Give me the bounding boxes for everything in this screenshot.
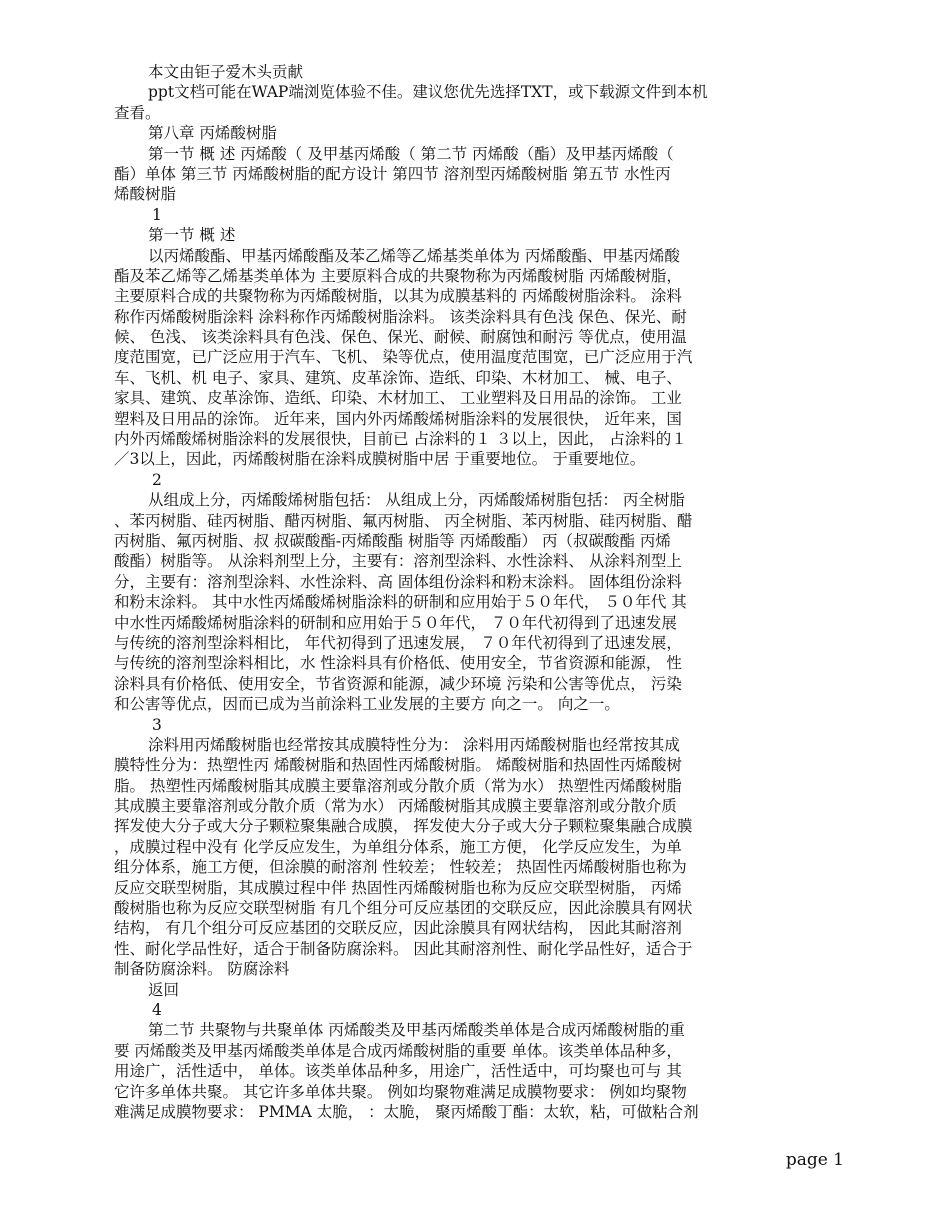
text-line: ，成膜过程中没有 化学反应发生，为单组分体系，施工方便， 化学反应发生，为单 <box>114 837 682 856</box>
text-line: 主要原料合成的共聚物称为丙烯酸树脂，以其为成膜基料的 丙烯酸树脂涂料。 涂料 <box>114 287 682 306</box>
text-line: 本文由钜子爱木头贡献 <box>148 63 304 81</box>
text-line: 车、飞机、机 电子、家具、建筑、皮革涂饰、造纸、印染、木材加工、 械、电子、 <box>114 368 682 387</box>
text-line: 和粉末涂料。 其中水性丙烯酸烯树脂涂料的研制和应用始于５０年代， ５０年代 其 <box>114 593 687 612</box>
text-line: 酯及苯乙烯等乙烯基类单体为 主要原料合成的共聚物称为丙烯酸树脂 丙烯酸树脂， <box>114 266 682 285</box>
text-line: 3 <box>152 715 162 734</box>
text-line: 它许多单体共聚。 其它许多单体共聚。 例如均聚物难满足成膜物要求： 例如均聚物 <box>114 1082 687 1101</box>
text-line: 挥发使大分子或大分子颗粒聚集融合成膜， 挥发使大分子或大分子颗粒聚集融合成膜 <box>114 817 693 836</box>
text-line: 涂料具有价格低、使用安全，节省资源和能源，减少环境 污染和公害等优点， 污染 <box>114 674 682 693</box>
text-line: 烯酸树脂 <box>114 185 177 204</box>
text-line: 与传统的溶剂型涂料相比， 年代初得到了迅速发展， ７０年代初得到了迅速发展， <box>114 633 682 652</box>
text-line: 4 <box>152 1000 162 1019</box>
text-line: 膜特性分为：热塑性丙 烯酸树脂和热固性丙烯酸树脂。 烯酸树脂和热固性丙烯酸树 <box>114 756 682 775</box>
text-line: 脂。 热塑性丙烯酸树脂其成膜主要靠溶剂或分散介质（常为水） 热塑性丙烯酸树脂 <box>114 776 682 795</box>
text-line: 、苯丙树脂、硅丙树脂、醋丙树脂、氟丙树脂、 丙全树脂、苯丙树脂、硅丙树脂、醋 <box>114 511 693 530</box>
text-line: 和公害等优点，因而已成为当前涂料工业发展的主要方 向之一。 向之一。 <box>114 695 620 714</box>
text-line: 中水性丙烯酸烯树脂涂料的研制和应用始于５０年代， ７０年代初得到了迅速发展 <box>114 613 677 632</box>
text-line: 内外丙烯酸烯树脂涂料的发展很快，目前已 占涂料的１ ３以上，因此， 占涂料的１ <box>114 430 687 449</box>
text-line: 第一节 概 述 丙烯酸（ 及甲基丙烯酸（ 第二节 丙烯酸（酯）及甲基丙烯酸（ <box>148 144 674 163</box>
text-line: 难满足成膜物要求： PMMA 太脆， ：太脆， 聚丙烯酸丁酯：太软，粘，可做粘合剂 <box>114 1102 699 1121</box>
text-line: ppt文档可能在WAP端浏览体验不佳。建议您优先选择TXT，或下载源文件到本机 <box>148 83 708 102</box>
text-line: 结构， 有几个组分可反应基团的交联反应，因此涂膜具有网状结构， 因此其耐溶剂 <box>114 919 682 938</box>
text-line: 反应交联型树脂，其成膜过程中伴 热固性丙烯酸树脂也称为反应交联型树脂， 丙烯 <box>114 878 682 897</box>
text-line: 酯）单体 第三节 丙烯酸树脂的配方设计 第四节 溶剂型丙烯酸树脂 第五节 水性丙 <box>114 164 671 183</box>
text-line: 涂料用丙烯酸树脂也经常按其成膜特性分为： 涂料用丙烯酸树脂也经常按其成 <box>148 735 680 754</box>
text-line: 第八章 丙烯酸树脂 <box>148 124 277 143</box>
text-line: 第一节 概 述 <box>148 226 236 245</box>
text-line: 丙树脂、氟丙树脂、叔 叔碳酸酯-丙烯酸酯 树脂等 丙烯酸酯） 丙（叔碳酸酯 丙烯 <box>114 531 671 550</box>
text-line: 以丙烯酸酯、甲基丙烯酸酯及苯乙烯等乙烯基类单体为 丙烯酸酯、甲基丙烯酸 <box>148 246 680 265</box>
page-number: page 1 <box>785 1150 844 1170</box>
text-line: 查看。 <box>114 103 161 122</box>
document-body <box>114 62 814 1122</box>
text-line: 酸酯）树脂等。 从涂料剂型上分，主要有：溶剂型涂料、水性涂料、 从涂料剂型上 <box>114 552 682 571</box>
text-line: 度范围宽，已广泛应用于汽车、飞机、 染等优点，使用温度范围宽，已广泛应用于汽 <box>114 348 693 367</box>
text-line: 分，主要有：溶剂型涂料、水性涂料、高 固体组份涂料和粉末涂料。 固体组份涂料 <box>114 572 682 591</box>
text-line: 从组成上分，丙烯酸烯树脂包括： 从组成上分，丙烯酸烯树脂包括： 丙全树脂 <box>148 491 685 510</box>
text-line: 候、 色浅、 该类涂料具有色浅、保色、保光、耐候、耐腐蚀和耐污 等优点，使用温 <box>114 328 687 347</box>
text-line: 家具、建筑、皮革涂饰、造纸、印染、木材加工、 工业塑料及日用品的涂饰。 工业 <box>114 389 682 408</box>
text-line: ／3以上，因此，丙烯酸树脂在涂料成膜树脂中居 于重要地位。 于重要地位。 <box>114 450 646 469</box>
text-line: 用途广，活性适中， 单体。该类单体品种多，用途广，活性适中，可均聚也可与 其 <box>114 1062 682 1081</box>
text-line: 酸树脂也称为反应交联型树脂 有几个组分可反应基团的交联反应，因此涂膜具有网状 <box>114 899 693 918</box>
text-line: 组分体系，施工方便，但涂膜的耐溶剂 性较差； 性较差； 热固性丙烯酸树脂也称为 <box>114 858 687 877</box>
text-line: 性、耐化学品性好，适合于制备防腐涂料。 因此其耐溶剂性、耐化学品性好，适合于 <box>114 939 693 958</box>
text-line: 要 丙烯酸类及甲基丙烯酸类单体是合成丙烯酸树脂的重要 单体。该类单体品种多， <box>114 1041 682 1060</box>
text-line: 第二节 共聚物与共聚单体 丙烯酸类及甲基丙烯酸类单体是合成丙烯酸树脂的重 <box>148 1021 685 1040</box>
text-line: 称作丙烯酸树脂涂料 涂料称作丙烯酸树脂涂料。 该类涂料具有色浅 保色、保光、耐 <box>114 307 687 326</box>
text-line: 制备防腐涂料。 防腐涂料 <box>114 960 290 979</box>
text-line: 与传统的溶剂型涂料相比，水 性涂料具有价格低、使用安全，节省资源和能源， 性 <box>114 654 682 673</box>
text-line: 塑料及日用品的涂饰。 近年来，国内外丙烯酸烯树脂涂料的发展很快， 近年来，国 <box>114 409 682 428</box>
text-line: 2 <box>152 470 162 489</box>
text-line: 其成膜主要靠溶剂或分散介质（常为水） 丙烯酸树脂其成膜主要靠溶剂或分散介质 <box>114 797 677 816</box>
text-line: 返回 <box>148 980 180 999</box>
text-line: 1 <box>152 205 162 224</box>
